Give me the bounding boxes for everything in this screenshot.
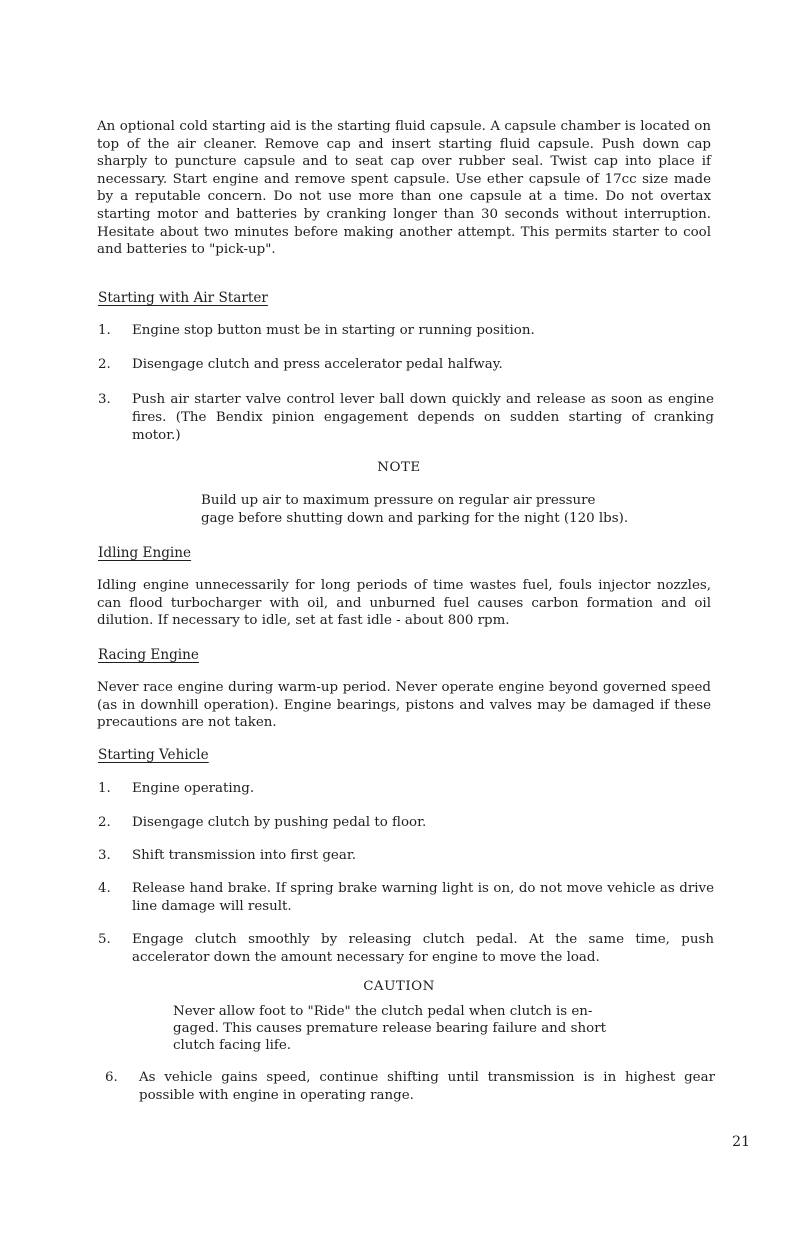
step-number: 1. xyxy=(98,781,111,796)
vehicle-step-2 xyxy=(98,814,714,832)
step-text: Engine operating. xyxy=(132,781,255,796)
caution-line-2: gaged. This causes premature release bearing failure and short xyxy=(173,1021,606,1036)
step-text: Release hand brake. If spring brake warning light is on, do not move vehicle as drive line damage will result. xyxy=(132,881,714,914)
vehicle-step-6 xyxy=(105,1069,715,1105)
step-number: 6. xyxy=(105,1070,118,1085)
vehicle-step-4 xyxy=(98,880,714,916)
step-text: Disengage clutch by pushing pedal to floor. xyxy=(132,815,427,830)
caution-line-3: clutch facing life. xyxy=(173,1038,292,1053)
heading-idling-engine: Idling Engine xyxy=(98,545,192,561)
idling-paragraph: Idling engine unnecessarily for long periods of time wastes fuel, fouls injector nozzles, can flood turbocharger with oil, and unburned fuel causes carbon formation and oil dilution. If necessary to idle, set at fast idle - about 800 rpm. xyxy=(97,578,711,629)
step-number: 2. xyxy=(98,357,111,372)
step-number: 3. xyxy=(98,848,111,863)
step-text: Engage clutch smoothly by releasing clutch pedal. At the same time, push accelerator down the amount necessary for engine to move the load. xyxy=(132,932,714,965)
caution-line-1: Never allow foot to "Ride" the clutch pedal when clutch is en- xyxy=(173,1004,593,1019)
racing-paragraph: Never race engine during warm-up period. Never operate engine beyond governed speed (as in downhill operation). Engine bearings, pistons and valves may be damaged if these precautions are not taken. xyxy=(97,680,711,731)
heading-starting-vehicle: Starting Vehicle xyxy=(98,747,209,763)
step-number: 2. xyxy=(98,815,111,830)
caution-label: CAUTION xyxy=(363,979,435,994)
air-starter-step-2 xyxy=(98,356,714,374)
step-number: 3. xyxy=(98,392,111,407)
step-text: As vehicle gains speed, continue shifting until transmission is in highest gear possible with engine in operating range. xyxy=(139,1070,715,1103)
step-number: 5. xyxy=(98,932,111,947)
step-number: 4. xyxy=(98,881,111,896)
step-text: Engine stop button must be in starting or running position. xyxy=(132,323,535,338)
vehicle-step-1 xyxy=(98,780,714,798)
vehicle-step-3 xyxy=(98,847,714,865)
vehicle-step-5 xyxy=(98,931,714,967)
air-starter-step-3 xyxy=(98,391,714,445)
step-text: Shift transmission into first gear. xyxy=(132,848,356,863)
note-line-2: gage before shutting down and parking for the night (120 lbs). xyxy=(201,511,629,526)
air-starter-step-1 xyxy=(98,322,714,340)
page-number: 21 xyxy=(732,1134,750,1150)
heading-starting-with-air-starter: Starting with Air Starter xyxy=(98,290,268,306)
step-text: Push air starter valve control lever ball down quickly and release as soon as engine fires. (The Bendix pinion engagement depends on sudden starting of cranking motor.) xyxy=(132,392,714,443)
note-label: NOTE xyxy=(377,460,421,475)
intro-paragraph: An optional cold starting aid is the starting fluid capsule. A capsule chamber is located on top of the air cleaner. Remove cap and insert starting fluid capsule. Push down cap sharply to puncture capsule and to seat cap over rubber seal. Twist cap into place if necessary. Start engine and remove spent capsule. Use ether capsule of 17cc size made by a reputable concern. Do not use more than one capsule at a time. Do not overtax starting motor and batteries by cranking longer than 30 seconds without interruption. Hesitate about two minutes before making another attempt. This permits starter to cool and batteries to "pick-up". xyxy=(97,119,711,258)
note-line-1: Build up air to maximum pressure on regular air pressure xyxy=(201,493,596,508)
step-number: 1. xyxy=(98,323,111,338)
heading-racing-engine: Racing Engine xyxy=(98,647,199,663)
step-text: Disengage clutch and press accelerator pedal halfway. xyxy=(132,357,503,372)
